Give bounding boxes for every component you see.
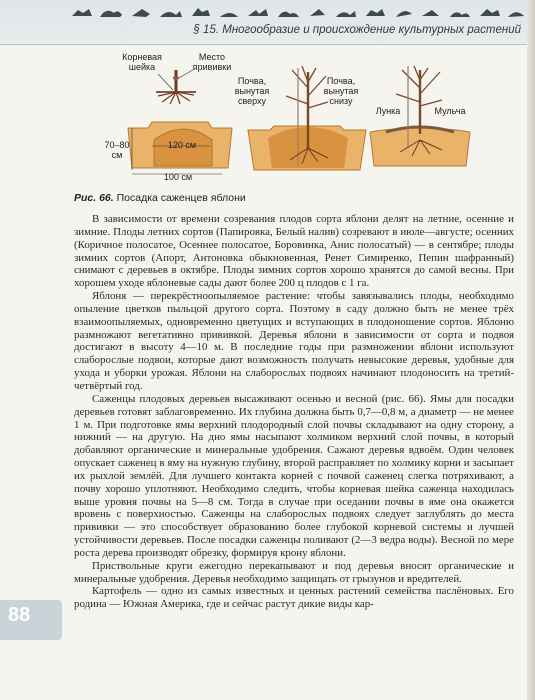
label-hole: Лунка: [375, 106, 401, 116]
planting-figure: [104, 48, 478, 188]
paragraph-potato: Картофель — одно из самых известных и ценных растений семейства паслёновых. Его родина — Южная Америка, где и сейчас растут дикие виды кар-: [74, 585, 514, 611]
page-edge: [527, 0, 535, 700]
label-soil-bottom: Почва, вынутая снизу: [323, 76, 359, 106]
label-graft-place: Место прививки: [192, 52, 232, 72]
paragraph-planting: Саженцы плодовых деревьев высаживают осенью и весной (рис. 66). Ямы для посадки деревьев готовят заблаговременно. Их глубина должна быть 0,7—0,8 м, а диаметр — не менее 1 м. При подготовке ямы верхний плодородный слой почвы складывают на одну сторону, а нижний — на другую. На дно ямы насыпают холмиком верхний слой почвы, в который добавляют органические и минеральные удобрения. Сажают деревья вдвоём. Один человек опускает саженец в яму на нужную глубину, второй расправляет по холмику корни и засыпает их рыхлой землёй. Для лучшего контакта корней с почвой саженец слегка потряхивают, а почву хорошо уплотняют. Необходимо следить, чтобы корневая шейка саженца находилась выше уровня почвы на 5—8 см. Тогда в случае при оседании почвы в яме она окажется вровень с поверхностью. Саженцы на слаборослых подвоях следует заглублять до места прививки — это способствует образованию более глубокой корневой системы и лучшей устойчивости деревьев. После посадки саженцы поливают (2—3 ведра воды). Весной по мере роста дерева производят обрезку, формируя крону яблони.: [74, 392, 514, 559]
label-pit-width: 100 см: [163, 172, 193, 182]
caption-number: Рис. 66.: [74, 192, 114, 204]
section-title: § 15. Многообразие и происхождение культурных растений: [193, 24, 521, 36]
animal-silhouettes-icon: [70, 4, 530, 20]
page-header: [0, 0, 535, 45]
paragraph-pollination: Яблоня — перекрёстноопыляемое растение: чтобы завязывались плоды, необходимо опыление цветков пыльцой другого сорта. Поэтому в саду должно быть не менее трёх взаимоопыляемых, одновременно цветущих и вступающих в плодоношение сортов. Яблоню размножают вегетативно прививкой. Деревья яблони в зависимости от сорта и подвоя достигают в высоту 4—10 м. В последние годы при размножении яблони используют слаборослые подвои, которые дают возможность получать невысокие деревья, удобные для ухода и уборки урожая. Яблони на слаборослых подвоях начинают плодоносить на третий-четвёртый год.: [74, 290, 514, 392]
body-text: [74, 213, 514, 611]
planting-diagram: [118, 48, 478, 188]
planted-tree-illustration: [370, 66, 470, 166]
paragraph-care: Приствольные круги ежегодно перекапывают и под деревья вносят органические и минеральные удобрения. Деревья необходимо защищать от грызунов и вредителей.: [74, 559, 514, 585]
paragraph-ripening: В зависимости от времени созревания плодов сорта яблони делят на летние, осенние и зимние. Плоды летних сортов (Папировка, Белый налив) созревают в июле—августе; осенних (Коричное полосатое, Осеннее полосатое, Боровинка, Анис полосатый) — в сентябре; плоды зимних сортов (Апорт, Антоновка обыкновенная, Ренет Симиренко, Пепин шафранный) снимают с деревьев в октябре. Плоды зимних сортов хорошо хранятся до самой весны. При хорошем уходе яблоневые сады дают более 200 ц плодов с 1 га.: [74, 213, 514, 290]
label-height-range: 70–80 см: [104, 140, 130, 160]
label-mulch: Мульча: [434, 106, 466, 116]
figure-caption: [74, 192, 246, 204]
seedling-illustration: [156, 68, 196, 104]
label-root-neck: Корневая шейка: [122, 52, 162, 72]
caption-text: Посадка саженцев яблони: [116, 192, 246, 204]
page-number: 88: [8, 604, 31, 626]
label-soil-top: Почва, вынутая сверху: [234, 76, 270, 106]
label-pit-depth: 120 см: [167, 140, 197, 150]
